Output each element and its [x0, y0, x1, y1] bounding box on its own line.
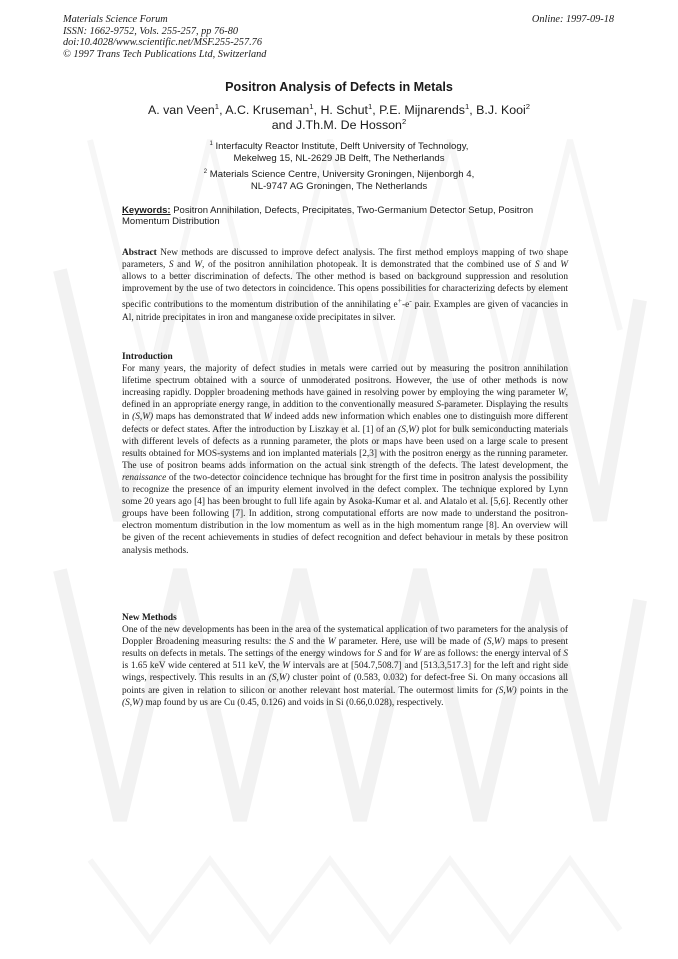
section-heading: New Methods — [122, 613, 177, 623]
symbol-s: S — [168, 260, 174, 271]
publication-header — [63, 14, 266, 60]
abstract-text: and — [177, 260, 191, 271]
symbol-sw: (S,W) — [122, 697, 144, 708]
abstract-label: Abstract — [122, 248, 157, 258]
abstract-text: , of the positron annihilation photopeak. It is demonstrated that the combined use of — [202, 260, 532, 271]
affiliation-mark: 2 — [203, 168, 208, 175]
issn-line: ISSN: 1662-9752, Vols. 255-257, pp 76-80 — [63, 25, 239, 37]
copyright-line: © 1997 Trans Tech Publications Ltd, Switzerland — [63, 48, 267, 60]
author-name: , B.J. Kooi — [469, 103, 526, 117]
affiliation-line: Materials Science Centre, University Groningen, Nijenborgh 4, — [209, 169, 475, 180]
paragraph-text: intervals are at [504.7,508.7] and [513.3,517.3] for the left and right side wings, respectively. This results in an — [122, 661, 569, 684]
new-methods-section — [122, 612, 568, 709]
online-date: Online: 1997-09-18 — [531, 14, 614, 25]
affiliation-mark: 1 — [367, 101, 373, 111]
superscript-plus: + — [397, 296, 403, 306]
paragraph-text: of the two-detector coincidence technique has brought for the first time in positron analysis the possibility to recognize the presence of an impurity element involved in the defect complex. The technique explored by Lynn some 20 years ago [4] has been brought to full life again by Asoka-Kumar et al. and Alatalo et al. [5,6]. Recently other groups have been following [7]. In addition, strong computational efforts are now made to understand the positron-electron momentum distribution in the low momentum as well as in the high momentum range [8]. An overview will be given of the recent achievements in studies of defect recognition and defect behaviour in metals by these positron analysis methods. — [122, 472, 568, 556]
symbol-s: S — [563, 649, 569, 660]
keywords-label: Keywords: — [122, 205, 171, 216]
introduction-section — [122, 351, 568, 557]
paragraph-text: map found by us are Cu (0.45, 0.126) and voids in Si (0.66,0.028), respectively. — [145, 697, 444, 708]
affiliation-2 — [150, 169, 528, 193]
affiliation-line: Interfaculty Reactor Institute, Delft University of Technology, — [215, 141, 469, 152]
author-name: , H. Schut — [313, 103, 368, 117]
symbol-s: S — [288, 637, 294, 648]
paragraph-text: One of the new developments has been in the area of the systematical application of two parameters for the analysis of Doppler Broadening measuring results: the — [122, 625, 568, 648]
journal-name: Materials Science Forum — [63, 14, 168, 25]
symbol-w: W — [194, 260, 203, 271]
symbol-w: W — [263, 412, 272, 423]
author-name: , P.E. Mijnarends — [372, 103, 465, 117]
symbol-w: W — [557, 388, 566, 399]
symbol-s: S — [534, 260, 540, 271]
symbol-sw: (S,W) — [495, 685, 517, 696]
affiliation-1 — [150, 141, 528, 165]
abstract-section — [122, 247, 568, 324]
symbol-w: W — [327, 637, 336, 648]
symbol-w: W — [413, 649, 422, 660]
paragraph-text: maps to present results on defects in metals. The settings of the energy windows for — [122, 637, 569, 660]
abstract-text: pair. Examples are given of vacancies in Al, nitride precipitates in iron and manganese oxide precipitates in silver. — [122, 300, 568, 323]
keywords-block — [122, 205, 568, 228]
symbol-sw: (S,W) — [398, 424, 420, 435]
affiliation-mark: 2 — [525, 101, 531, 111]
author-name: , A.C. Kruseman — [219, 103, 310, 117]
doi-line: doi:10.4028/www.scientific.net/MSF.255-257.76 — [63, 37, 262, 49]
paragraph-text: For many years, the majority of defect studies in metals were carried out by measuring the positron annihilation lifetime spectrum obtained with a source of unmoderated positrons. However, the use of other methods is now increasing rapidly. Doppler broadening methods have gained in resolving power by employing the wing parameter — [122, 364, 568, 399]
abstract-text: -e — [402, 300, 410, 311]
affiliation-mark: 1 — [214, 101, 220, 111]
affiliation-line: NL-9747 AG Groningen, The Netherlands — [250, 180, 428, 192]
paragraph-text: indeed adds new information which enables one to distinguish more different defects or defect states. After the introduction by Liszkay et al. [1] of an — [122, 412, 568, 435]
author-list — [110, 103, 568, 133]
section-heading: Introduction — [122, 352, 173, 362]
paragraph-text: and the — [296, 637, 325, 648]
paragraph-text: cluster point of (0.583, 0.032) for defect-free Si. On many occasions all points are given in relation to silicon or another relevant host material. The outermost limits for — [122, 673, 569, 696]
paper-title: Positron Analysis of Defects in Metals — [225, 80, 453, 94]
abstract-text: allows to a better discrimination of defects. The other method is based on background suppression and resolution improvement by the use of two detectors in coincidence. This opens possibilities for characterizing defects by element specific contributions to the momentum distribution of the annihilating e — [122, 272, 568, 311]
emphasis-renaissance: renaissance — [122, 472, 167, 483]
paragraph-text: and for — [384, 649, 412, 660]
affiliation-mark: 1 — [209, 140, 213, 147]
paragraph-text: , defined in an appropriate energy range, in addition to the conventionally measured — [122, 388, 568, 411]
affiliation-mark: 1 — [309, 101, 314, 111]
keywords-text: Positron Annihilation, Defects, Precipitates, Two-Germanium Detector Setup, Positron Momentum Distribution — [122, 205, 534, 228]
symbol-s: S — [436, 400, 442, 411]
superscript-minus: - — [409, 296, 412, 306]
author-name: A. van Veen — [147, 103, 215, 117]
symbol-w: W — [560, 260, 568, 271]
symbol-sw: (S,W) — [483, 637, 505, 648]
symbol-w: W — [282, 661, 291, 672]
paragraph-text: are as follows: the energy interval of — [423, 649, 561, 660]
paragraph-text: maps has demonstrated that — [155, 412, 261, 423]
affiliation-mark: 2 — [401, 117, 407, 127]
author-name: and J.Th.M. De Hosson — [271, 118, 402, 133]
symbol-sw: (S,W) — [132, 412, 154, 423]
abstract-text: New methods are discussed to improve defect analysis. The first method employs mapping of two shape parameters, — [122, 248, 568, 271]
affiliation-line: Mekelweg 15, NL-2629 JB Delft, The Netherlands — [233, 152, 445, 164]
paragraph-text: points in the — [519, 685, 569, 696]
abstract-text: and — [543, 260, 557, 271]
symbol-s: S — [377, 649, 382, 660]
paragraph-text: plot for bulk semiconducting materials with different levels of defects as a running parameter, the plots or maps have been used on a large scale to present results obtained for MOS-systems and ion implanted materials [2,3] with the positron energy as the running parameter. The use of positron beams adds information on the actual sink strength of the defects. The latest development, the — [122, 424, 569, 471]
paragraph-text: -parameter. Displaying the results in — [122, 400, 568, 423]
paragraph-text: is 1.65 keV wide centered at 511 keV, the — [122, 661, 280, 672]
affiliation-mark: 1 — [465, 101, 470, 111]
paragraph-text: parameter. Here, use will be made of — [338, 637, 481, 648]
symbol-sw: (S,W) — [268, 673, 290, 684]
